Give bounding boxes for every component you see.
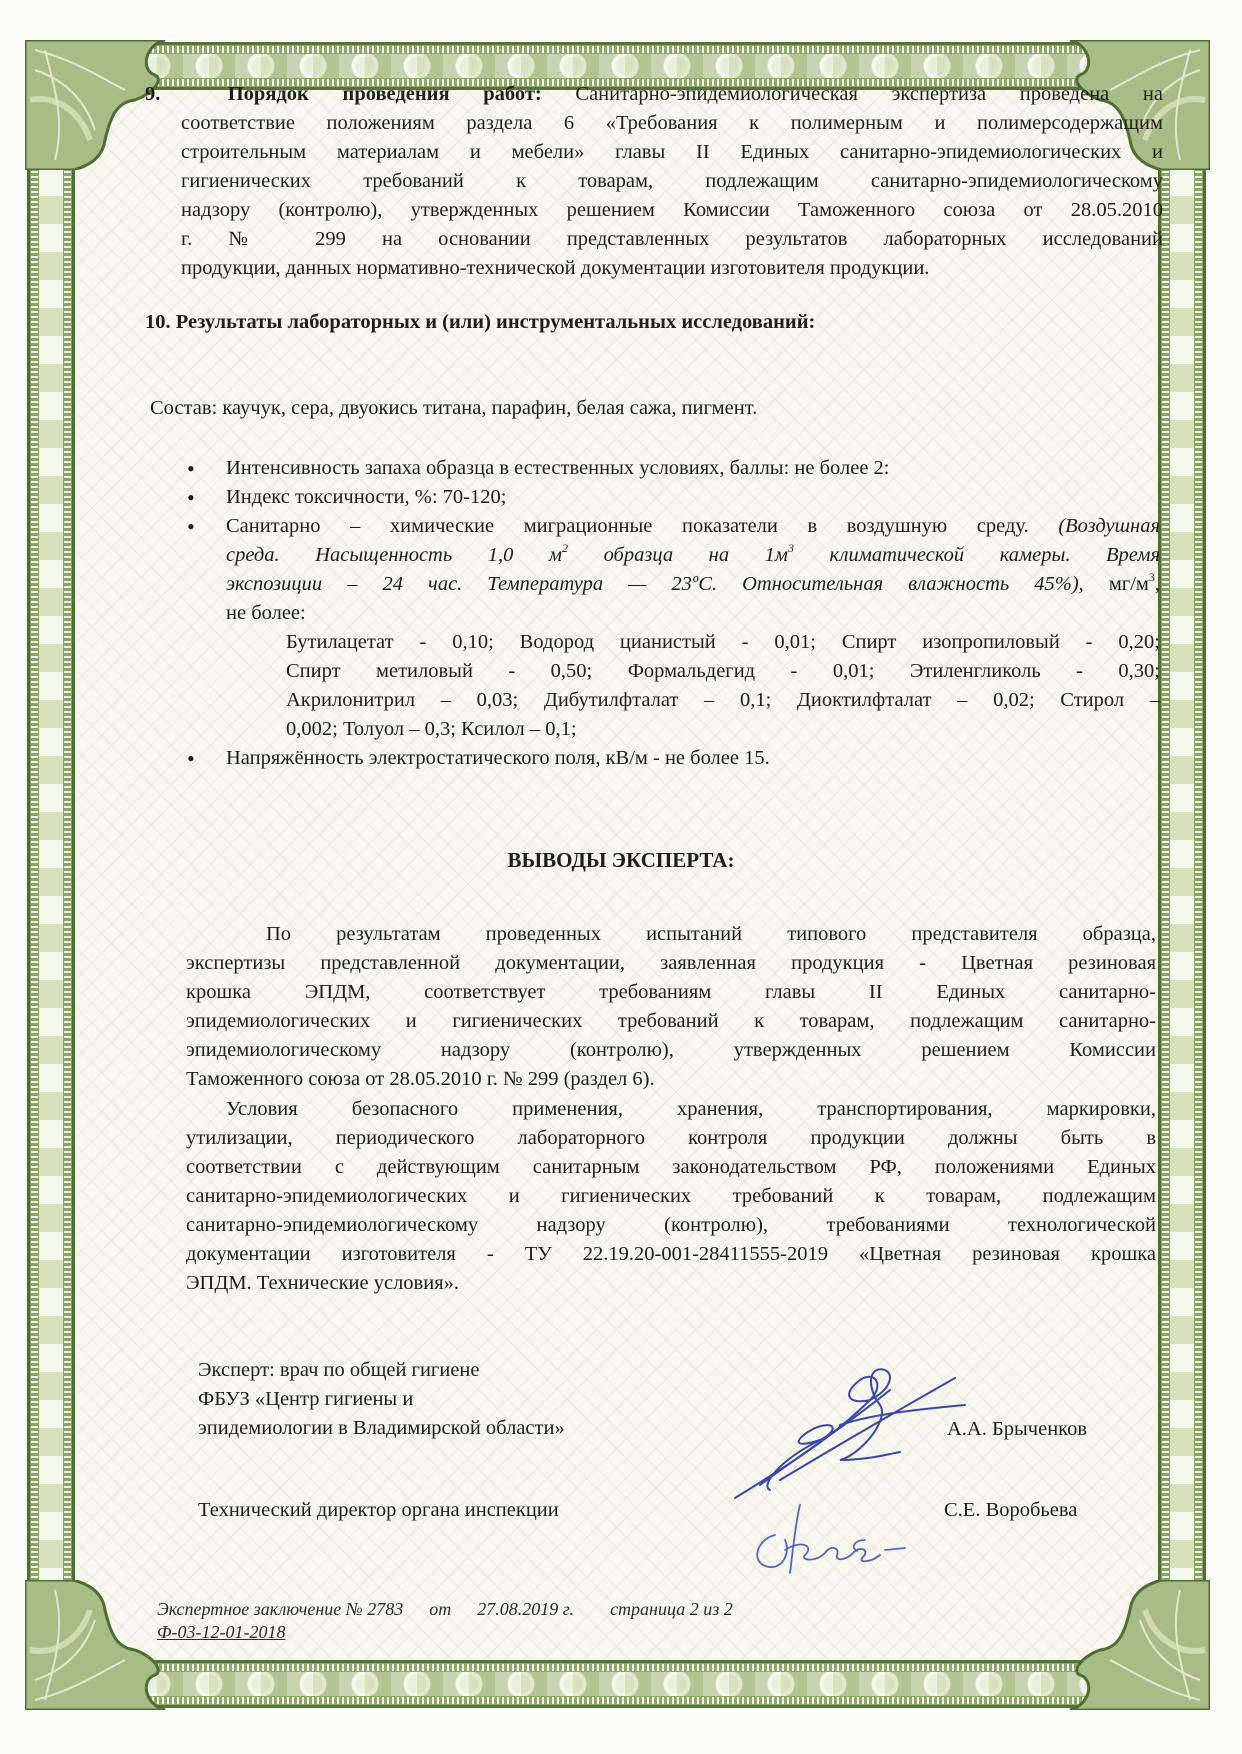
conclusion-line: эпидемиологических и гигиенических требований к товарам, подлежащим санитарно- (186, 1010, 1156, 1032)
expert-position-line: эпидемиологии в Владимирской области» (198, 1417, 565, 1439)
result-item-odor (184, 454, 1160, 483)
conclusion-line: соответствии с действующим санитарным законодательством РФ, положениями Единых (186, 1156, 1156, 1178)
expert-position-line: ФБУЗ «Центр гигиены и (198, 1388, 414, 1410)
substances-line: Бутилацетат - 0,10; Водород цианистый - 0,01; Спирт изопропиловый - 0,20; (286, 631, 1160, 653)
conclusion-line: санитарно-эпидемиологических и гигиенических требований к товарам, подлежащим (186, 1185, 1156, 1207)
migration-conditions: (Воздушная (1058, 515, 1160, 537)
migration-line: не более: (226, 602, 306, 624)
expert-signature-icon (720, 1360, 970, 1510)
section-9-first-line (145, 80, 1163, 109)
footer-doc-label: Экспертное заключение № 2783 (157, 1599, 404, 1619)
result-odor-text: • Интенсивность запаха образца в естественных условиях, баллы: не более 2: (226, 457, 890, 479)
director-name: С.Е. Воробьева (944, 1499, 1078, 1521)
conclusion-line: крошка ЭПДМ, соответствует требованиям главы II Единых санитарно- (186, 981, 1156, 1003)
conclusion-heading: ВЫВОДЫ ЭКСПЕРТА: (507, 848, 735, 872)
section-9-number: 9. (145, 83, 161, 105)
section-9-procedure (145, 80, 1163, 283)
substances-list (226, 628, 1160, 744)
section-9-line: надзору (контролю), утвержденных решением Комиссии Таможенного союза от 28.05.2010 (181, 199, 1163, 221)
migration-line (226, 512, 1160, 541)
expert-position (198, 1356, 565, 1443)
composition-text: Состав: каучук, сера, двуокись титана, парафин, белая сажа, пигмент. (150, 397, 758, 419)
result-item-electrostatic (184, 744, 1160, 773)
conclusion-line: ЭПДМ. Технические условия». (186, 1272, 460, 1294)
migration-unit: мг/м (1083, 573, 1149, 595)
footer-date-prefix: от (429, 1599, 452, 1619)
conclusion-paragraph-2 (186, 1095, 1156, 1298)
footer-page-number: страница 2 из 2 (610, 1599, 733, 1619)
section-9-line: г. № 299 на основании представленных результатов лабораторных исследований (181, 228, 1163, 250)
migration-unit: , (1154, 573, 1160, 595)
section-9-heading: Порядок проведения работ: (227, 83, 542, 105)
conclusion-line: документации изготовителя - ТУ 22.19.20-001-28411555-2019 «Цветная резиновая крошка (186, 1243, 1156, 1265)
conclusion-line: По результатам проведенных испытаний типового представителя образца, (266, 923, 1156, 945)
result-toxicity-text: • Индекс токсичности, %: 70-120; (226, 486, 507, 508)
conclusion-line: Таможенного союза от 28.05.2010 г. № 299 (раздел 6). (186, 1068, 655, 1090)
conclusion-line: Условия безопасного применения, хранения, транспортирования, маркировки, (226, 1098, 1156, 1120)
substances-line: 0,002; Толуол – 0,3; Ксилол – 0,1; (286, 718, 577, 740)
footer-document-reference (157, 1597, 807, 1621)
substances-line: Акрилонитрил – 0,03; Дибутилфталат – 0,1; Диоктилфталат – 0,02; Стирол – (286, 689, 1160, 711)
section-9-line: соответствие положениям раздела 6 «Требования к полимерным и полимерсодержащим (181, 112, 1163, 134)
migration-conditions: климатической камеры. Время (793, 544, 1160, 566)
migration-line (226, 570, 1160, 599)
results-list (184, 454, 1160, 773)
section-10-heading: 10. Результаты лабораторных и (или) инструментальных исследований: (145, 311, 816, 333)
result-item-toxicity (184, 483, 1160, 512)
footer-form-code: Ф-03-12-01-2018 (157, 1622, 286, 1642)
footer-date: 27.08.2019 г. (477, 1599, 575, 1619)
migration-conditions: экспозиции – 24 час. Температура — 23ºС. Относительная влажность 45%), (226, 573, 1084, 595)
section-9-line: Санитарно-эпидемиологическая экспертиза проведена на (575, 83, 1164, 105)
director-signature-icon (745, 1495, 915, 1575)
superscript: 3 (1148, 570, 1155, 584)
director-role: Технический директор органа инспекции (198, 1499, 559, 1521)
conclusion-line: экспертизы представленной документации, заявленная продукция - Цветная резиновая (186, 952, 1156, 974)
migration-line (226, 541, 1160, 570)
section-9-line: гигиенических требований к товарам, подлежащим санитарно-эпидемиологическому (181, 170, 1163, 192)
migration-intro: Санитарно – химические миграционные показатели в воздушную среду. (226, 515, 1029, 537)
substances-line: Спирт метиловый - 0,50; Формальдегид - 0,01; Этиленгликоль - 0,30; (286, 660, 1160, 682)
migration-conditions: образца на 1м (568, 544, 788, 566)
superscript: 2 (562, 541, 569, 555)
migration-conditions: среда. Насыщенность 1,0 м (226, 544, 563, 566)
conclusion-line: санитарно-эпидемиологическому надзору (контролю), требованиями технологической (186, 1214, 1156, 1236)
conclusion-line: утилизации, периодического лабораторного контроля продукции должны быть в (186, 1127, 1156, 1149)
section-9-line: продукции, данных нормативно-технической документации изготовителя продукции. (181, 257, 930, 279)
superscript: 3 (787, 541, 794, 555)
conclusion-paragraph-1 (186, 920, 1156, 1094)
result-electrostatic-text: • Напряжённость электростатического поля, кВ/м - не более 15. (226, 747, 770, 769)
section-9-line: строительным материалам и мебели» главы II Единых санитарно-эпидемиологических и (181, 141, 1163, 163)
expert-position-line: Эксперт: врач по общей гигиене (198, 1359, 480, 1381)
result-item-migration (184, 512, 1160, 744)
conclusion-line: эпидемиологическому надзору (контролю), утвержденных решением Комиссии (186, 1039, 1156, 1061)
expert-name: А.А. Брыченков (947, 1418, 1088, 1440)
